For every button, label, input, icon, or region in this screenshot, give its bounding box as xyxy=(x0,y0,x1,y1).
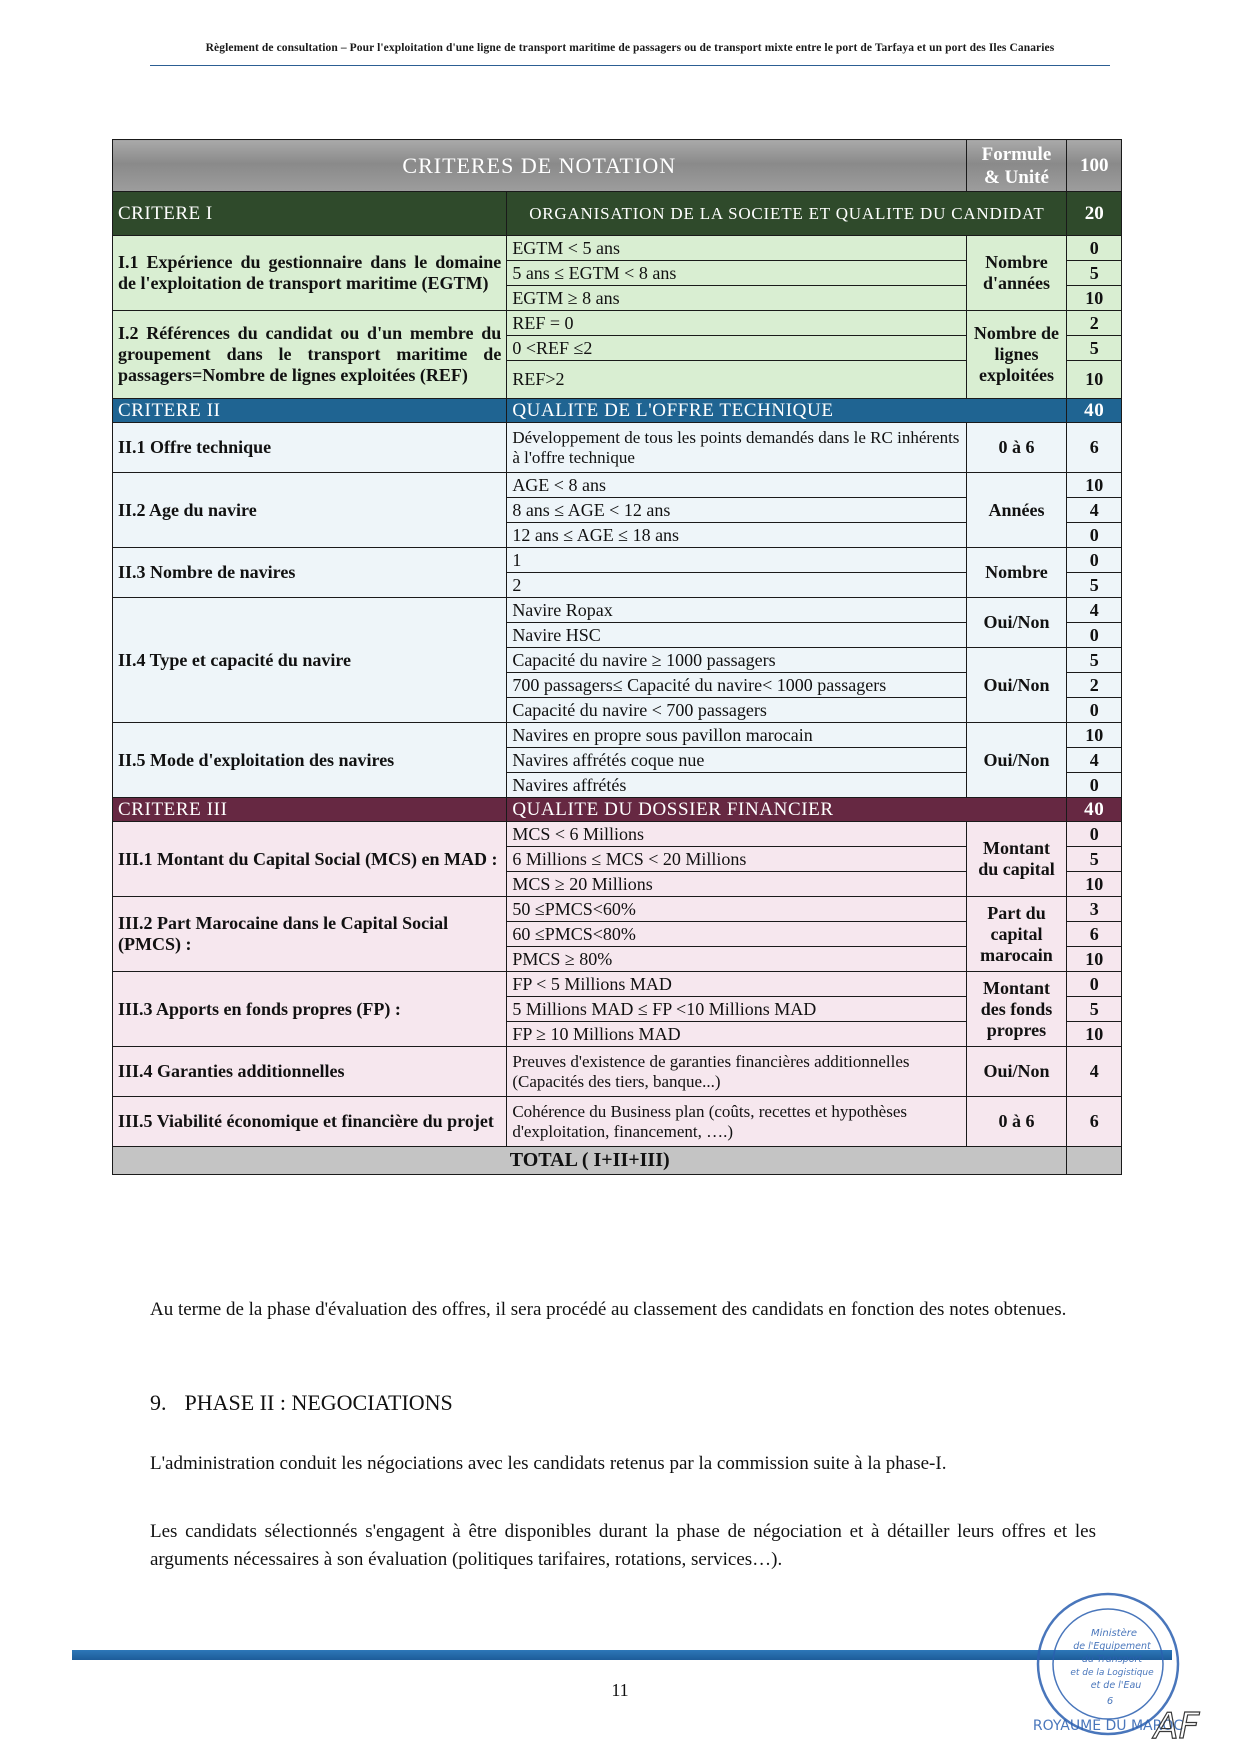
row-desc: 50 ≤PMCS<60% xyxy=(507,897,966,922)
row-desc: Navires en propre sous pavillon marocain xyxy=(507,723,966,748)
row-desc: REF = 0 xyxy=(507,311,966,336)
critere-1-label: CRITERE I xyxy=(113,192,507,236)
page-header: Règlement de consultation – Pour l'exploitation d'une ligne de transport maritime de passagers ou de transport mixte entre le port de Tarfaya et un port des Iles Canaries xyxy=(205,42,1055,54)
section-heading xyxy=(150,1390,453,1416)
total-row xyxy=(113,1147,1122,1175)
row-unit: 0 à 6 xyxy=(966,423,1067,473)
criterion-II-4: II.4 Type et capacité du navire xyxy=(113,598,507,723)
table-row xyxy=(113,548,1122,573)
row-desc: Capacité du navire ≥ 1000 passagers xyxy=(507,648,966,673)
total-points: 100 xyxy=(1067,140,1122,192)
row-unit: Oui/Non xyxy=(966,1047,1067,1097)
row-desc: AGE < 8 ans xyxy=(507,473,966,498)
critere-2-label: CRITERE II xyxy=(113,399,507,423)
total-label: TOTAL ( I+II+III) xyxy=(113,1147,1067,1175)
row-desc: 60 ≤PMCS<80% xyxy=(507,922,966,947)
critere-2-points: 40 xyxy=(1067,399,1122,423)
row-points: 0 xyxy=(1067,236,1122,261)
table-row xyxy=(113,473,1122,498)
row-points: 10 xyxy=(1067,947,1122,972)
row-points: 10 xyxy=(1067,473,1122,498)
table-row xyxy=(113,236,1122,261)
row-desc: EGTM < 5 ans xyxy=(507,236,966,261)
row-unit: Oui/Non xyxy=(966,723,1067,798)
table-row xyxy=(113,598,1122,623)
row-desc: Navire Ropax xyxy=(507,598,966,623)
table-row xyxy=(113,1097,1122,1147)
row-desc: 1 xyxy=(507,548,966,573)
row-desc: Développement de tous les points demandés dans le RC inhérents à l'offre technique xyxy=(507,423,966,473)
stamp-line-6: 6 xyxy=(1106,1696,1114,1707)
signature-icon xyxy=(1150,1700,1212,1746)
table-row xyxy=(113,311,1122,336)
row-desc: 12 ans ≤ AGE ≤ 18 ans xyxy=(507,523,966,548)
header-rule xyxy=(150,65,1110,66)
table-header-row xyxy=(113,140,1122,192)
row-points: 0 xyxy=(1067,523,1122,548)
row-unit: Oui/Non xyxy=(966,598,1067,648)
criterion-III-3: III.3 Apports en fonds propres (FP) : xyxy=(113,972,507,1047)
row-desc: Preuves d'existence de garanties financières additionnelles (Capacités des tiers, banque...) xyxy=(507,1047,966,1097)
row-desc: FP < 5 Millions MAD xyxy=(507,972,966,997)
row-points: 5 xyxy=(1067,847,1122,872)
row-points: 2 xyxy=(1067,311,1122,336)
critere-3-points: 40 xyxy=(1067,798,1122,822)
table-row xyxy=(113,972,1122,997)
table-title: CRITERES DE NOTATION xyxy=(113,140,967,192)
row-unit: Années xyxy=(966,473,1067,548)
row-desc: FP ≥ 10 Millions MAD xyxy=(507,1022,966,1047)
unit-header: Formule & Unité xyxy=(966,140,1067,192)
stamp-line-1: Ministère xyxy=(1090,1628,1138,1639)
row-points: 10 xyxy=(1067,723,1122,748)
row-desc: 5 ans ≤ EGTM < 8 ans xyxy=(507,261,966,286)
row-desc: MCS ≥ 20 Millions xyxy=(507,872,966,897)
criterion-I-2: I.2 Références du candidat ou d'un membre du groupement dans le transport maritime de passagers=Nombre de lignes exploitées (REF) xyxy=(113,311,507,399)
scoring-table xyxy=(112,139,1122,1175)
row-desc: Navire HSC xyxy=(507,623,966,648)
critere-1-title: ORGANISATION DE LA SOCIETE ET QUALITE DU CANDIDAT xyxy=(507,192,1067,236)
row-unit: Montant du capital xyxy=(966,822,1067,897)
table-row xyxy=(113,423,1122,473)
row-desc: 0 <REF ≤2 xyxy=(507,336,966,361)
row-unit: Oui/Non xyxy=(966,648,1067,723)
critere-3-label: CRITERE III xyxy=(113,798,507,822)
section-number: 9. xyxy=(150,1390,167,1415)
row-points: 6 xyxy=(1067,423,1122,473)
stamp-line-3: du Transport xyxy=(1081,1654,1143,1665)
criterion-II-1: II.1 Offre technique xyxy=(113,423,507,473)
total-value xyxy=(1067,1147,1122,1175)
row-unit: Nombre de lignes exploitées xyxy=(966,311,1067,399)
row-unit: Montant des fonds propres xyxy=(966,972,1067,1047)
criterion-III-5: III.5 Viabilité économique et financière du projet xyxy=(113,1097,507,1147)
critere-3-title: QUALITE DU DOSSIER FINANCIER xyxy=(507,798,1067,822)
row-desc: EGTM ≥ 8 ans xyxy=(507,286,966,311)
row-points: 5 xyxy=(1067,573,1122,598)
row-points: 4 xyxy=(1067,598,1122,623)
row-unit: 0 à 6 xyxy=(966,1097,1067,1147)
signature-initials: AF xyxy=(1154,1706,1200,1746)
critere-2-header xyxy=(113,399,1122,423)
stamp-line-2: de l'Equipement xyxy=(1073,1641,1151,1652)
row-desc: 5 Millions MAD ≤ FP <10 Millions MAD xyxy=(507,997,966,1022)
row-desc: Capacité du navire < 700 passagers xyxy=(507,698,966,723)
row-points: 10 xyxy=(1067,872,1122,897)
row-points: 6 xyxy=(1067,922,1122,947)
critere-2-title: QUALITE DE L'OFFRE TECHNIQUE xyxy=(507,399,1067,423)
row-unit: Part du capital marocain xyxy=(966,897,1067,972)
stamp-line-4: et de la Logistique xyxy=(1070,1668,1154,1678)
critere-3-header xyxy=(113,798,1122,822)
row-points: 10 xyxy=(1067,286,1122,311)
row-points: 0 xyxy=(1067,822,1122,847)
page-number: 11 xyxy=(611,1680,629,1700)
critere-1-header xyxy=(113,192,1122,236)
row-desc: 6 Millions ≤ MCS < 20 Millions xyxy=(507,847,966,872)
criterion-III-1: III.1 Montant du Capital Social (MCS) en MAD : xyxy=(113,822,507,897)
row-points: 4 xyxy=(1067,748,1122,773)
row-points: 6 xyxy=(1067,1097,1122,1147)
row-unit: Nombre d'années xyxy=(966,236,1067,311)
row-desc: Cohérence du Business plan (coûts, recettes et hypothèses d'exploitation, financement, ….) xyxy=(507,1097,966,1147)
table-row xyxy=(113,822,1122,847)
row-points: 10 xyxy=(1067,1022,1122,1047)
criterion-II-2: II.2 Age du navire xyxy=(113,473,507,548)
criterion-III-2: III.2 Part Marocaine dans le Capital Social (PMCS) : xyxy=(113,897,507,972)
stamp-line-5: et de l'Eau xyxy=(1090,1680,1142,1691)
critere-1-points: 20 xyxy=(1067,192,1122,236)
criterion-III-4: III.4 Garanties additionnelles xyxy=(113,1047,507,1097)
row-points: 5 xyxy=(1067,336,1122,361)
table-row xyxy=(113,1047,1122,1097)
row-desc: PMCS ≥ 80% xyxy=(507,947,966,972)
paragraph-negotiation: L'administration conduit les négociations avec les candidats retenus par la commission suite à la phase-I. xyxy=(150,1453,947,1474)
row-points: 0 xyxy=(1067,972,1122,997)
table-row xyxy=(113,723,1122,748)
row-desc: 700 passagers≤ Capacité du navire< 1000 passagers xyxy=(507,673,966,698)
row-points: 5 xyxy=(1067,997,1122,1022)
table-row xyxy=(113,897,1122,922)
row-points: 4 xyxy=(1067,1047,1122,1097)
row-points: 0 xyxy=(1067,623,1122,648)
row-desc: Navires affrétés coque nue xyxy=(507,748,966,773)
row-points: 0 xyxy=(1067,698,1122,723)
row-desc: MCS < 6 Millions xyxy=(507,822,966,847)
criterion-II-5: II.5 Mode d'exploitation des navires xyxy=(113,723,507,798)
row-points: 0 xyxy=(1067,548,1122,573)
row-unit: Nombre xyxy=(966,548,1067,598)
row-points: 4 xyxy=(1067,498,1122,523)
section-title: PHASE II : NEGOCIATIONS xyxy=(184,1390,453,1415)
criterion-I-1: I.1 Expérience du gestionnaire dans le domaine de l'exploitation de transport maritime (EGTM) xyxy=(113,236,507,311)
row-points: 10 xyxy=(1067,361,1122,399)
stamp-ring-text: ROYAUME DU MAROC xyxy=(1032,1718,1184,1734)
row-points: 0 xyxy=(1067,773,1122,798)
row-points: 2 xyxy=(1067,673,1122,698)
row-desc: 2 xyxy=(507,573,966,598)
criterion-II-3: II.3 Nombre de navires xyxy=(113,548,507,598)
row-desc: 8 ans ≤ AGE < 12 ans xyxy=(507,498,966,523)
row-points: 5 xyxy=(1067,648,1122,673)
row-desc: Navires affrétés xyxy=(507,773,966,798)
footer-bar xyxy=(72,1650,1172,1660)
row-desc: REF>2 xyxy=(507,361,966,399)
paragraph-ranking: Au terme de la phase d'évaluation des offres, il sera procédé au classement des candidats en fonction des notes obtenues. xyxy=(150,1299,1067,1320)
row-points: 3 xyxy=(1067,897,1122,922)
paragraph-commitment: Les candidats sélectionnés s'engagent à être disponibles durant la phase de négociation et à détailler leurs offres et les arguments nécessaires à son évaluation (politiques tarifaires, rotations, services…). xyxy=(150,1521,1096,1570)
row-points: 5 xyxy=(1067,261,1122,286)
